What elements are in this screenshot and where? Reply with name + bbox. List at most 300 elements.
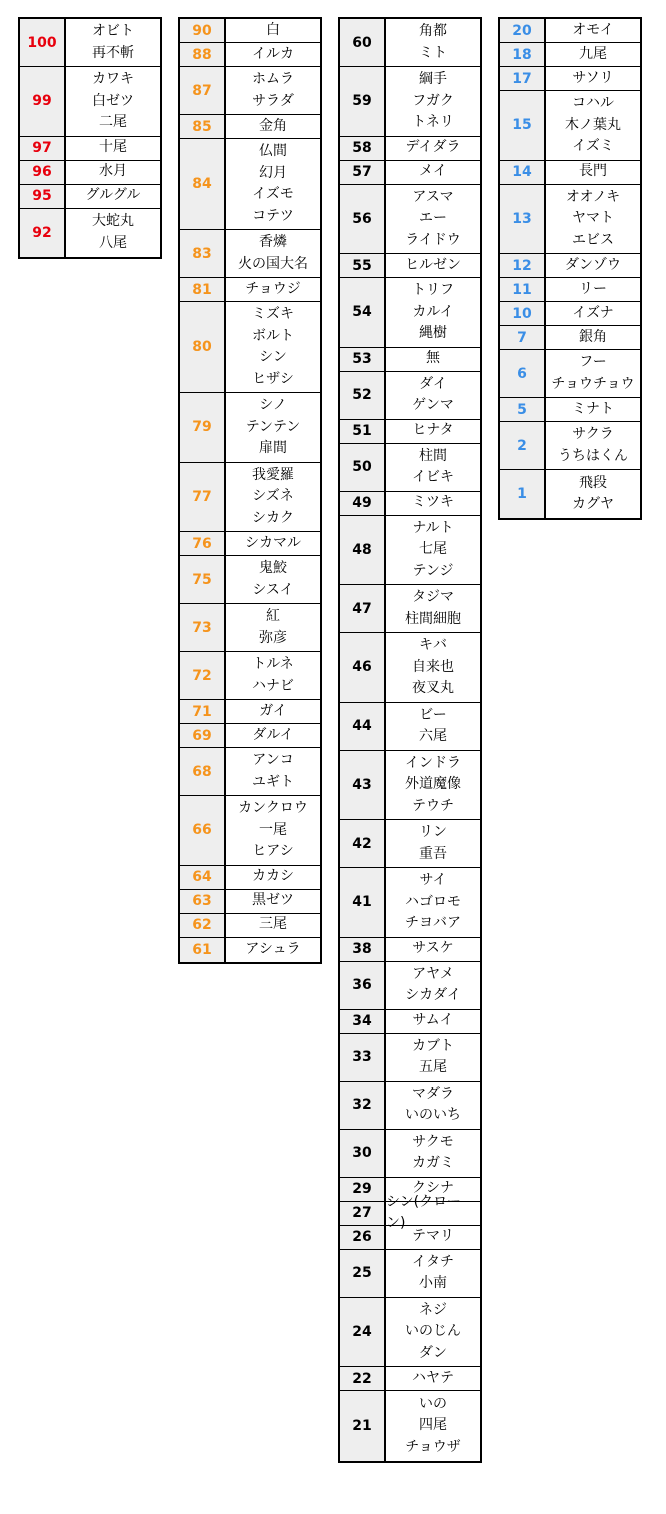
table-row	[180, 19, 320, 43]
table-row	[340, 137, 480, 161]
score-cell: 7	[500, 326, 546, 349]
score-cell: 54	[340, 278, 386, 347]
score-cell: 32	[340, 1082, 386, 1129]
names-cell	[386, 1010, 480, 1033]
character-name: エー	[419, 210, 447, 226]
names-cell	[546, 185, 640, 254]
names-cell	[226, 139, 320, 229]
names-cell	[226, 67, 320, 114]
character-name: ハヤテ	[412, 1369, 454, 1386]
score-cell: 58	[340, 137, 386, 160]
table-row	[20, 67, 160, 137]
table-row	[180, 556, 320, 604]
table-row	[180, 43, 320, 67]
score-cell: 80	[180, 302, 226, 392]
character-name: 弥彦	[259, 629, 287, 646]
table-row	[180, 914, 320, 938]
character-name: ゲンマ	[412, 397, 454, 413]
character-name: 角都	[419, 23, 447, 39]
character-name: 六尾	[419, 728, 447, 744]
names-cell	[226, 115, 320, 138]
character-name: カンクロウ	[238, 800, 308, 816]
character-name: 縄樹	[419, 325, 447, 341]
table-row	[500, 185, 640, 255]
character-name: イズミ	[572, 138, 614, 154]
character-name: ダンゾウ	[564, 256, 622, 273]
character-name: 三尾	[259, 916, 287, 933]
character-name: 綱手	[419, 71, 447, 87]
character-name: 長門	[579, 163, 607, 180]
score-cell: 13	[500, 185, 546, 254]
table-row	[340, 1034, 480, 1082]
score-cell: 96	[20, 161, 66, 184]
score-cell: 64	[180, 866, 226, 889]
character-name: 自来也	[412, 658, 454, 675]
names-cell	[226, 463, 320, 532]
character-name: インドラ	[405, 754, 461, 771]
character-name: 夜叉丸	[412, 680, 454, 696]
names-cell	[546, 19, 640, 42]
character-name: 十尾	[99, 139, 127, 156]
names-cell	[386, 420, 480, 443]
names-cell	[386, 938, 480, 961]
character-name: 一尾	[259, 821, 287, 838]
table-row	[180, 230, 320, 278]
names-cell	[66, 185, 160, 208]
character-name: 鬼鮫	[259, 560, 287, 576]
character-name: 銀角	[579, 328, 607, 345]
table-row	[340, 962, 480, 1010]
table-row	[500, 254, 640, 278]
character-name: 九尾	[579, 45, 607, 62]
names-cell	[386, 1298, 480, 1367]
score-cell: 69	[180, 724, 226, 747]
character-name: リン	[419, 824, 447, 840]
names-cell	[386, 1250, 480, 1297]
table-row	[500, 350, 640, 398]
character-name: ボルト	[252, 327, 294, 344]
character-name: いの	[419, 1395, 447, 1412]
names-cell	[66, 137, 160, 160]
names-cell	[226, 866, 320, 889]
tier-table-2	[178, 17, 322, 964]
character-name: サムイ	[412, 1012, 454, 1029]
table-row	[340, 938, 480, 962]
score-cell: 84	[180, 139, 226, 229]
names-cell	[226, 796, 320, 865]
names-cell	[546, 350, 640, 397]
names-cell	[386, 703, 480, 750]
score-cell: 83	[180, 230, 226, 277]
character-name: アシュラ	[245, 940, 301, 957]
table-row	[340, 703, 480, 751]
score-cell: 10	[500, 302, 546, 325]
character-name: ビー	[419, 706, 447, 723]
character-name: キバ	[419, 637, 447, 653]
character-name: 幻月	[259, 164, 287, 181]
score-cell: 34	[340, 1010, 386, 1033]
character-name: カカシ	[252, 868, 294, 885]
score-cell: 90	[180, 19, 226, 42]
names-cell	[546, 254, 640, 277]
character-name: 木ノ葉丸	[565, 116, 621, 133]
score-cell: 55	[340, 254, 386, 277]
score-cell: 81	[180, 278, 226, 301]
names-cell	[226, 938, 320, 962]
table-row	[180, 938, 320, 962]
character-name: イビキ	[412, 469, 454, 485]
score-cell: 61	[180, 938, 226, 962]
character-name: ミツキ	[412, 494, 454, 511]
table-row	[340, 161, 480, 185]
names-cell	[66, 161, 160, 184]
table-row	[340, 751, 480, 821]
names-cell	[386, 19, 480, 66]
character-name: フー	[579, 354, 607, 370]
score-cell: 27	[340, 1202, 386, 1225]
table-row	[340, 348, 480, 372]
table-row	[500, 326, 640, 350]
table-row	[20, 137, 160, 161]
character-name: コテツ	[252, 207, 294, 224]
names-cell	[386, 67, 480, 136]
character-name: 紅	[266, 608, 280, 624]
character-name: チョウザ	[405, 1438, 461, 1455]
names-cell	[386, 1082, 480, 1129]
score-cell: 30	[340, 1130, 386, 1177]
character-name: ガイ	[259, 702, 287, 719]
table-row	[340, 1193, 480, 1231]
character-name: ヒルゼン	[405, 256, 461, 273]
character-name: テウチ	[412, 797, 454, 814]
character-name: 無	[426, 350, 440, 367]
names-cell	[386, 444, 480, 491]
score-cell: 88	[180, 43, 226, 66]
score-cell: 75	[180, 556, 226, 603]
score-cell: 87	[180, 67, 226, 114]
score-cell: 68	[180, 748, 226, 795]
character-name: ヤマト	[572, 210, 614, 226]
character-name: シカク	[252, 509, 294, 526]
table-row	[340, 633, 480, 703]
character-name: 外道魔像	[405, 776, 461, 792]
table-row	[340, 420, 480, 444]
table-row	[180, 866, 320, 890]
score-cell: 22	[340, 1367, 386, 1390]
score-cell: 1	[500, 470, 546, 518]
names-cell	[386, 1367, 480, 1390]
table-row	[180, 724, 320, 748]
names-cell	[226, 724, 320, 747]
names-cell	[386, 1130, 480, 1177]
character-name: 黒ゼツ	[252, 892, 294, 909]
character-name: サイ	[419, 872, 447, 888]
tier-table-4	[498, 17, 642, 520]
score-cell: 47	[340, 585, 386, 632]
character-name: カグヤ	[572, 496, 614, 512]
table-row	[20, 185, 160, 209]
names-cell	[226, 914, 320, 937]
score-cell: 17	[500, 67, 546, 90]
names-cell	[386, 1391, 480, 1461]
names-cell	[546, 422, 640, 469]
character-name: リー	[579, 280, 607, 297]
character-name: 飛段	[579, 474, 607, 491]
character-name: ナルト	[412, 519, 454, 536]
character-name: 五尾	[419, 1059, 447, 1075]
character-name: イズモ	[252, 186, 294, 202]
table-row	[180, 532, 320, 556]
score-cell: 20	[500, 19, 546, 42]
tier-table-3	[338, 17, 482, 1463]
character-name: エビス	[572, 231, 614, 248]
character-name: 金角	[259, 117, 287, 134]
score-cell: 77	[180, 463, 226, 532]
table-row	[20, 161, 160, 185]
character-name: カブト	[412, 1037, 454, 1054]
character-name: 重吾	[419, 845, 447, 862]
character-name: シン	[259, 349, 287, 365]
character-name: テマリ	[412, 1228, 454, 1245]
score-cell: 14	[500, 161, 546, 184]
character-name: ユギト	[252, 773, 294, 790]
table-row	[500, 67, 640, 91]
character-name: テンジ	[412, 562, 454, 579]
character-name: 柱間細胞	[405, 610, 461, 627]
score-cell: 73	[180, 604, 226, 651]
table-row	[340, 1130, 480, 1178]
score-cell: 60	[340, 19, 386, 66]
character-name: 柱間	[419, 447, 447, 464]
character-name: 二尾	[99, 114, 127, 130]
character-name: サクモ	[412, 1133, 454, 1150]
table-row	[180, 139, 320, 230]
character-name: トリフ	[412, 282, 454, 298]
names-cell	[386, 1226, 480, 1249]
names-cell	[386, 868, 480, 937]
character-name: ライドウ	[405, 231, 461, 248]
table-row	[180, 463, 320, 533]
score-cell: 36	[340, 962, 386, 1009]
table-row	[180, 890, 320, 914]
character-name: チョウチョウ	[551, 375, 635, 392]
table-row	[340, 516, 480, 586]
character-name: シスイ	[252, 581, 294, 598]
names-cell	[386, 1034, 480, 1081]
names-cell	[546, 161, 640, 184]
table-row	[500, 302, 640, 326]
table-row	[500, 470, 640, 518]
character-name: ハナビ	[252, 677, 294, 694]
character-name: 仏間	[259, 143, 287, 159]
character-name: ヒザシ	[252, 370, 294, 387]
names-cell	[226, 43, 320, 66]
names-cell	[386, 492, 480, 515]
score-cell: 76	[180, 532, 226, 555]
character-name: ホムラ	[252, 71, 294, 87]
table-row	[180, 604, 320, 652]
score-cell: 33	[340, 1034, 386, 1081]
names-cell	[546, 91, 640, 160]
names-cell	[546, 43, 640, 66]
character-name: シカダイ	[405, 987, 461, 1003]
score-cell: 41	[340, 868, 386, 937]
character-name: ダイ	[419, 375, 447, 392]
character-name: 小南	[419, 1275, 447, 1291]
character-name: ヒアシ	[252, 843, 294, 859]
score-cell: 49	[340, 492, 386, 515]
character-name: ダルイ	[252, 726, 294, 743]
names-cell	[386, 585, 480, 632]
names-cell	[226, 556, 320, 603]
table-row	[180, 652, 320, 700]
character-name: 四尾	[419, 1417, 447, 1433]
score-cell: 72	[180, 652, 226, 699]
table-row	[500, 43, 640, 67]
table-row	[180, 748, 320, 796]
character-name: トネリ	[412, 114, 454, 130]
character-name: タジマ	[412, 589, 454, 605]
character-name: カワキ	[92, 71, 134, 87]
score-cell: 100	[20, 19, 66, 66]
character-name: コハル	[572, 95, 614, 111]
score-cell: 52	[340, 372, 386, 419]
score-cell: 25	[340, 1250, 386, 1297]
score-cell: 66	[180, 796, 226, 865]
table-row	[340, 444, 480, 492]
character-name: アンコ	[252, 752, 294, 768]
table-row	[340, 585, 480, 633]
table-row	[180, 67, 320, 115]
character-name: 火の国大名	[238, 255, 308, 272]
score-cell: 57	[340, 161, 386, 184]
score-cell: 12	[500, 254, 546, 277]
table-row	[500, 161, 640, 185]
character-name: メイ	[419, 163, 447, 180]
table-row	[340, 1391, 480, 1461]
character-name: アスマ	[412, 188, 454, 205]
score-cell: 44	[340, 703, 386, 750]
score-cell: 43	[340, 751, 386, 820]
table-row	[340, 868, 480, 938]
score-cell: 24	[340, 1298, 386, 1367]
character-name: いのじん	[405, 1323, 461, 1339]
names-cell	[546, 302, 640, 325]
score-cell: 97	[20, 137, 66, 160]
character-name: クシナ	[412, 1180, 454, 1197]
names-cell	[386, 278, 480, 347]
table-row	[20, 209, 160, 257]
names-cell	[386, 137, 480, 160]
score-cell: 29	[340, 1178, 386, 1201]
names-cell	[386, 962, 480, 1009]
character-name: ネジ	[419, 1301, 447, 1318]
character-name: ヒナタ	[412, 422, 454, 439]
table-row	[500, 91, 640, 161]
character-name: 我愛羅	[252, 466, 294, 483]
character-name: イズナ	[572, 304, 614, 321]
score-cell: 95	[20, 185, 66, 208]
score-cell: 92	[20, 209, 66, 257]
score-cell: 42	[340, 820, 386, 867]
score-cell: 53	[340, 348, 386, 371]
score-cell: 46	[340, 633, 386, 702]
character-name: ミナト	[572, 400, 614, 417]
names-cell	[226, 652, 320, 699]
table-row	[340, 254, 480, 278]
names-cell	[386, 1193, 480, 1231]
score-cell: 26	[340, 1226, 386, 1249]
table-row	[180, 302, 320, 393]
names-cell	[386, 633, 480, 702]
names-cell	[386, 751, 480, 820]
names-cell	[226, 532, 320, 555]
table-row	[340, 19, 480, 67]
table-row	[180, 700, 320, 724]
character-name: グルグル	[85, 187, 141, 204]
names-cell	[66, 19, 160, 66]
names-cell	[66, 209, 160, 257]
table-row	[340, 278, 480, 348]
character-name: サソリ	[572, 69, 614, 86]
names-cell	[226, 302, 320, 392]
table-row	[500, 422, 640, 470]
character-name: いのいち	[405, 1107, 461, 1123]
score-cell: 6	[500, 350, 546, 397]
table-row	[500, 278, 640, 302]
character-name: 大蛇丸	[92, 213, 134, 229]
table-row	[340, 1298, 480, 1368]
character-name: サクラ	[572, 426, 614, 442]
names-cell	[386, 161, 480, 184]
names-cell	[226, 19, 320, 42]
character-name: 水月	[99, 163, 127, 180]
score-cell: 51	[340, 420, 386, 443]
score-cell: 2	[500, 422, 546, 469]
names-cell	[546, 470, 640, 518]
names-cell	[226, 748, 320, 795]
table-row	[340, 492, 480, 516]
table-row	[500, 19, 640, 43]
table-row	[180, 278, 320, 302]
score-cell: 15	[500, 91, 546, 160]
score-cell: 50	[340, 444, 386, 491]
character-name: イルカ	[252, 45, 294, 62]
table-row	[340, 820, 480, 868]
table-row	[180, 393, 320, 463]
character-name: ミト	[419, 44, 447, 61]
character-name: テンテン	[245, 418, 301, 435]
character-name: 香燐	[259, 234, 287, 250]
table-row	[340, 1250, 480, 1298]
table-row	[340, 67, 480, 137]
names-cell	[546, 278, 640, 301]
character-name: シン(クローン)	[386, 1193, 462, 1231]
score-cell: 11	[500, 278, 546, 301]
table-row	[180, 796, 320, 866]
character-name: オオノキ	[565, 188, 621, 205]
names-cell	[226, 230, 320, 277]
character-name: シカマル	[245, 534, 301, 551]
table-row	[20, 19, 160, 67]
names-cell	[226, 890, 320, 913]
table-row	[340, 1226, 480, 1250]
table-row	[340, 1010, 480, 1034]
names-cell	[226, 278, 320, 301]
names-cell	[66, 67, 160, 136]
character-name: イタチ	[412, 1253, 454, 1270]
table-row	[180, 115, 320, 139]
